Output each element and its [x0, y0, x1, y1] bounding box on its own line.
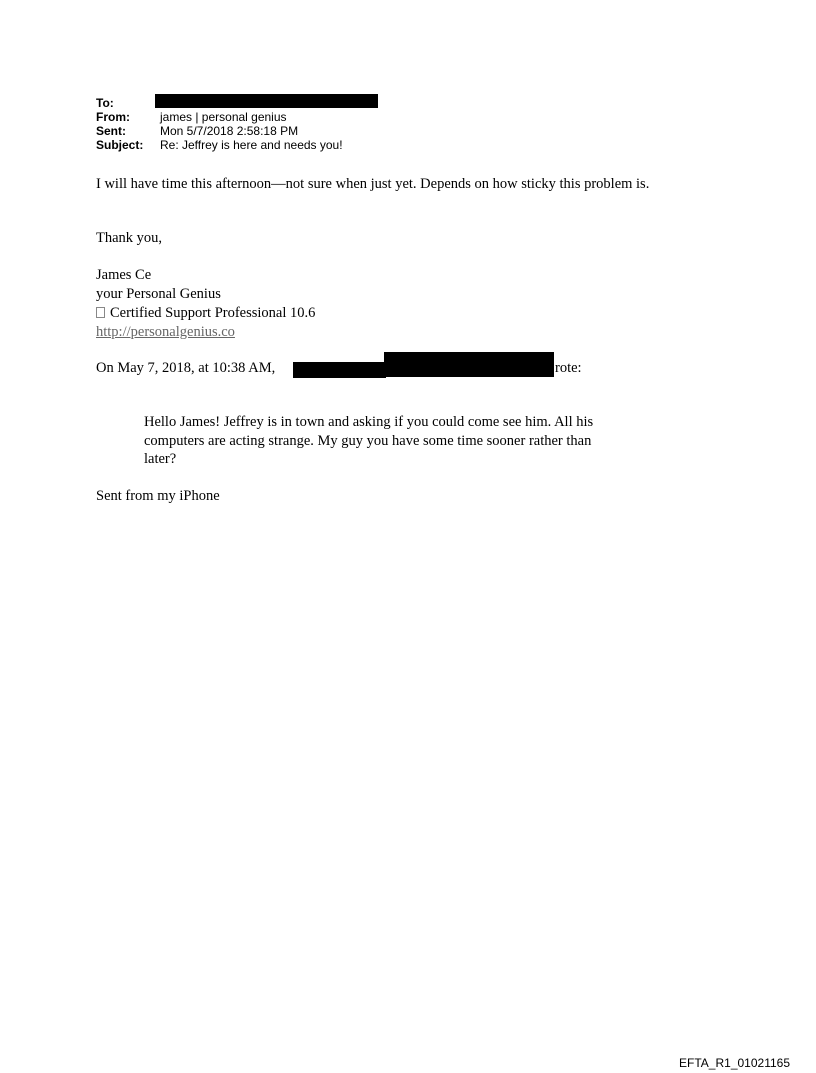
sent-label: Sent: — [96, 124, 126, 138]
document-id: EFTA_R1_01021165 — [679, 1056, 790, 1070]
cert-placeholder-icon — [96, 307, 105, 318]
to-label: To: — [96, 96, 114, 110]
signature-link-row — [96, 323, 315, 342]
quoted-message — [144, 413, 593, 469]
sender-redaction-block — [293, 362, 386, 378]
reply-body-line: I will have time this afternoon—not sure when just yet. Depends on how sticky this problem is. — [96, 176, 650, 192]
signature-title: your Personal Genius — [96, 286, 221, 302]
from-label: From: — [96, 110, 130, 124]
quote-intro-suffix: rote: — [555, 360, 582, 376]
quoted-line: computers are acting strange. My guy you have some time sooner rather than — [144, 432, 592, 449]
signature-cert-row — [96, 304, 315, 323]
sent-from-line: Sent from my iPhone — [96, 488, 220, 504]
quote-intro-prefix: On May 7, 2018, at 10:38 AM, — [96, 360, 276, 376]
signature-block — [96, 266, 315, 342]
sent-row — [96, 124, 343, 138]
subject-value: Re: Jeffrey is here and needs you! — [160, 138, 343, 152]
subject-label: Subject: — [96, 138, 144, 152]
quoted-line: later? — [144, 451, 177, 467]
signature-link[interactable]: http://personalgenius.co — [96, 324, 235, 340]
sender-email-redaction-block — [384, 352, 554, 377]
from-row — [96, 110, 343, 124]
from-value: james | personal genius — [160, 110, 287, 124]
to-redaction-block — [155, 94, 378, 108]
signature-name: James Ce — [96, 267, 152, 283]
quoted-line: Hello James! Jeffrey is in town and asking if you could come see him. All his — [144, 414, 594, 430]
subject-row — [96, 138, 343, 152]
thanks-line: Thank you, — [96, 230, 163, 246]
sent-value: Mon 5/7/2018 2:58:18 PM — [160, 124, 299, 138]
signature-cert: Certified Support Professional 10.6 — [110, 305, 316, 321]
